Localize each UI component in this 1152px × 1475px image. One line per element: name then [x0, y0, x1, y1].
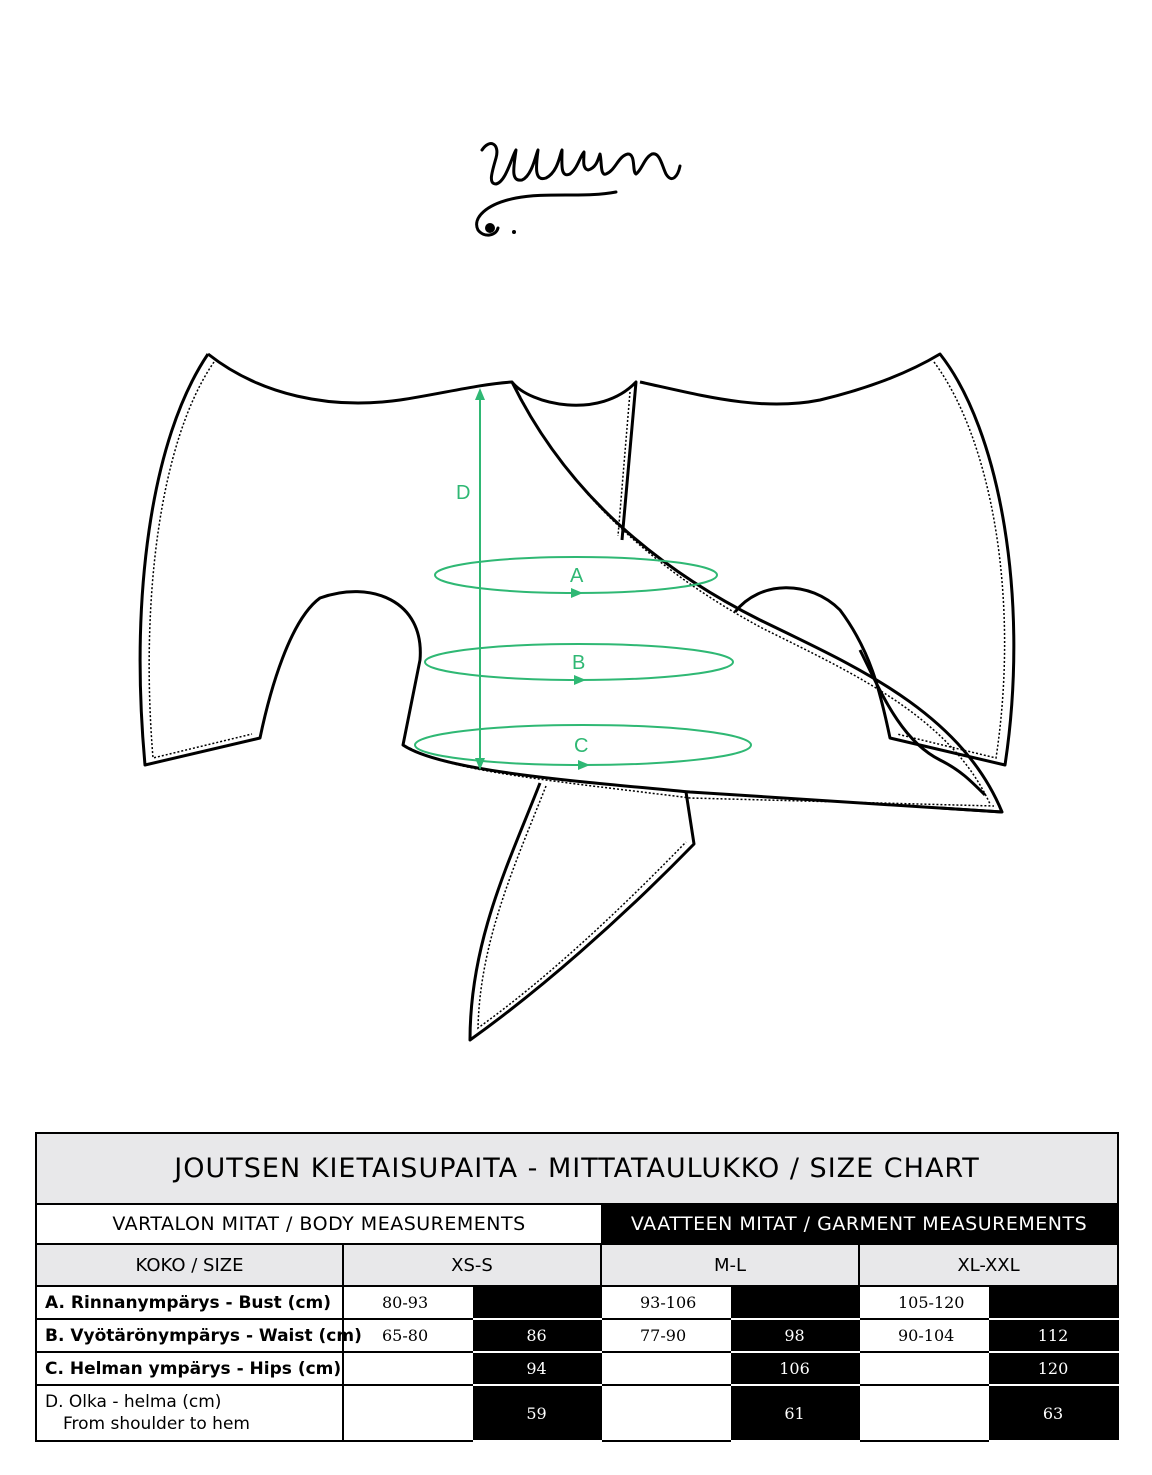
body-measurements-section: VARTALON MITAT / BODY MEASUREMENTS	[36, 1204, 601, 1244]
garment-value: 112	[988, 1319, 1118, 1352]
measure-label-a: A	[570, 565, 584, 587]
garment-value: 86	[472, 1319, 601, 1352]
measure-label-b: B	[572, 652, 586, 674]
body-value	[343, 1352, 472, 1385]
row-label-bust: A. Rinnanympärys - Bust (cm)	[36, 1286, 343, 1319]
garment-value: 106	[730, 1352, 859, 1385]
garment-value	[472, 1286, 601, 1319]
garment-value	[988, 1286, 1118, 1319]
row-label-hips: C. Helman ympärys - Hips (cm)	[36, 1352, 343, 1385]
body-value: 80-93	[343, 1286, 472, 1319]
body-value	[859, 1352, 988, 1385]
measure-label-c: C	[574, 735, 589, 757]
size-chart-table	[35, 1132, 1119, 1442]
size-xl-xxl-header: XL-XXL	[859, 1244, 1118, 1286]
garment-diagram	[0, 330, 1152, 1060]
garment-value	[730, 1286, 859, 1319]
garment-outline-right	[640, 354, 1014, 765]
size-chart-title: JOUTSEN KIETAISUPAITA - MITTATAULUKKO / SIZE CHART	[36, 1133, 1118, 1204]
body-value	[601, 1352, 730, 1385]
row-label-shoulder-hem	[36, 1385, 343, 1441]
body-value: 65-80	[343, 1319, 472, 1352]
body-value: 93-106	[601, 1286, 730, 1319]
garment-tie	[470, 783, 694, 1040]
row-label-shoulder-hem-sub: From shoulder to hem	[63, 1414, 250, 1434]
garment-measurements-section: VAATTEEN MITAT / GARMENT MEASUREMENTS	[601, 1204, 1118, 1244]
brand-logo	[466, 108, 691, 248]
body-value	[343, 1385, 472, 1441]
table-row	[36, 1385, 1118, 1441]
garment-outline-front	[208, 354, 1002, 812]
size-header: KOKO / SIZE	[36, 1244, 343, 1286]
size-xs-s-header: XS-S	[343, 1244, 601, 1286]
table-row	[36, 1319, 1118, 1352]
garment-value: 59	[472, 1385, 601, 1441]
row-label-shoulder-hem-main: D. Olka - helma (cm)	[45, 1392, 222, 1412]
size-m-l-header: M-L	[601, 1244, 859, 1286]
body-value	[601, 1385, 730, 1441]
body-value	[859, 1385, 988, 1441]
body-value: 77-90	[601, 1319, 730, 1352]
body-value: 105-120	[859, 1286, 988, 1319]
garment-value: 98	[730, 1319, 859, 1352]
garment-value: 61	[730, 1385, 859, 1441]
table-row	[36, 1352, 1118, 1385]
body-value: 90-104	[859, 1319, 988, 1352]
garment-value: 94	[472, 1352, 601, 1385]
garment-wrap-edge	[860, 650, 985, 795]
measure-label-d: D	[456, 482, 471, 504]
row-label-waist: B. Vyötärönympärys - Waist (cm)	[36, 1319, 343, 1352]
garment-value: 63	[988, 1385, 1118, 1441]
table-row	[36, 1286, 1118, 1319]
garment-value: 120	[988, 1352, 1118, 1385]
